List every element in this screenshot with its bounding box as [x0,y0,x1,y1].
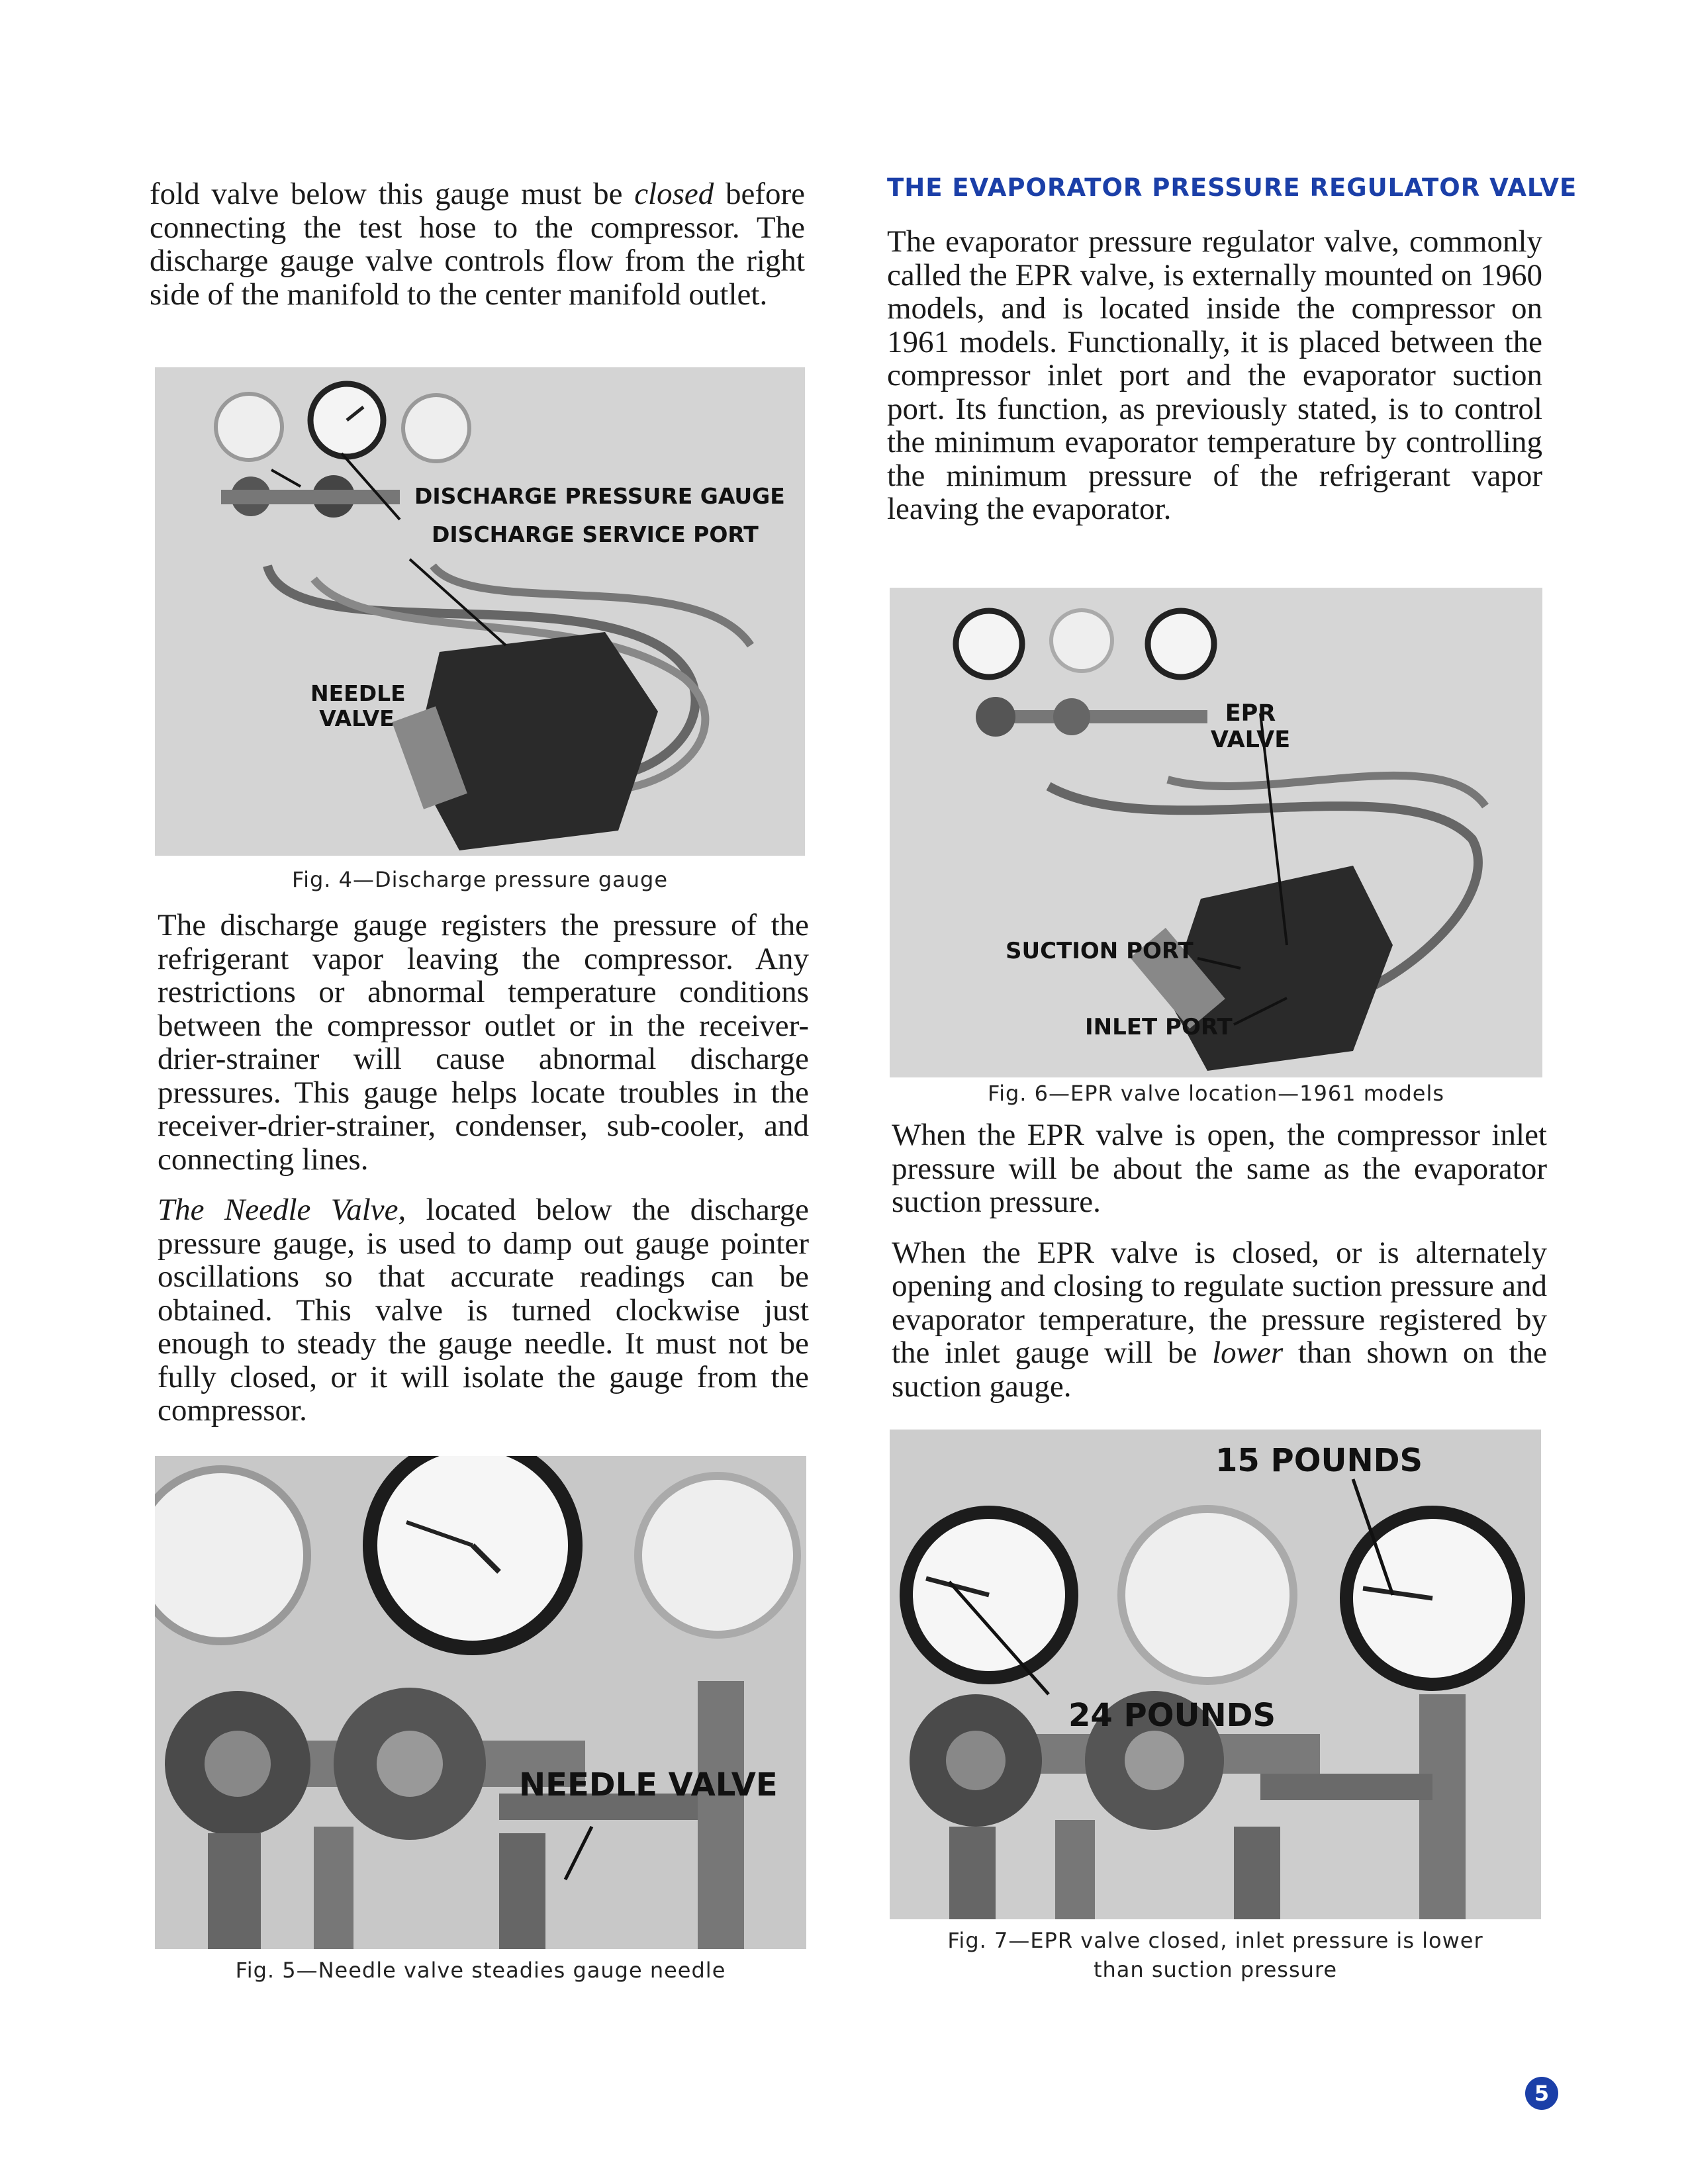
fig7-caption-line2: than suction pressure [1093,1957,1338,1982]
paragraph-manifold-valve: fold valve below this gauge must be closed before connecting the test hose to the compressor. The discharge gauge valve controls flow from the right side of the manifold to the center manifold outlet. [150,177,805,312]
right-column-top [887,225,1542,526]
paragraph-needle-valve: The Needle Valve, located below the discharge pressure gauge, is used to damp out gauge pointer oscillations so that accurate readings can be obtained. This valve is turned clockwise just enough to steady the gauge needle. It must not be fully closed, or it will isolate the gauge from the compressor. [158,1193,809,1428]
left-column-top [150,177,805,311]
paragraph-epr-intro: The evaporator pressure regulator valve, commonly called the EPR valve, is externally mounted on 1960 models, and is located inside the compressor on 1961 models. Functionally, it is placed between the compressor inlet port and the evaporator suction port. Its function, as previously stated, is to control the minimum evaporator temperature by controlling the minimum pressure of the refrigerant vapor leaving the evaporator. [887,224,1542,526]
fig6-photo [890,588,1542,1077]
paragraph-epr-open: When the EPR valve is open, the compressor inlet pressure will be about the same as the evaporator suction pressure. [892,1118,1547,1219]
fig7-label-15-pounds: 15 POUNDS [1215,1442,1423,1479]
fig6-label-suction-port: SUCTION PORT [1006,938,1194,964]
fig5-photo [155,1456,806,1949]
fig7-caption [890,1926,1541,1984]
fig5-caption: Fig. 5—Needle valve steadies gauge needle [235,1958,726,1983]
right-column-middle [892,1118,1547,1403]
fig5-label-needle-valve: NEEDLE VALVE [519,1766,778,1803]
fig4-label-needle-valve: NEEDLE VALVE [310,680,406,731]
left-column-middle [158,909,809,1428]
fig6-label-epr-valve: EPR VALVE [1210,700,1291,754]
page-number: 5 [1525,2077,1558,2110]
fig4-label-discharge-gauge: DISCHARGE PRESSURE GAUGE [414,483,785,509]
fig7-photo [890,1430,1541,1919]
fig7-label-24-pounds: 24 POUNDS [1068,1697,1276,1734]
fig4-caption: Fig. 4—Discharge pressure gauge [291,867,669,892]
fig4-photo [155,367,805,856]
fig6-caption: Fig. 6—EPR valve location—1961 models [987,1081,1445,1106]
section-heading: THE EVAPORATOR PRESSURE REGULATOR VALVE [887,173,1577,202]
paragraph-epr-closed: When the EPR valve is closed, or is alternately opening and closing to regulate suction pressure and evaporator temperature, the pressure registered by the inlet gauge will be lower than shown on the suction gauge. [892,1235,1547,1404]
fig6-label-inlet-port: INLET PORT [1085,1014,1233,1040]
fig4-label-service-port: DISCHARGE SERVICE PORT [432,522,759,547]
fig7-caption-line1: Fig. 7—EPR valve closed, inlet pressure is lower [947,1928,1483,1953]
paragraph-discharge-gauge: The discharge gauge registers the pressure of the refrigerant vapor leaving the compressor. Any restrictions or abnormal temperature conditions between the compressor outlet or in the receiver-drier-strainer will cause abnormal discharge pressures. This gauge helps locate troubles in the receiver-drier-strainer, condenser, sub-cooler, and connecting lines. [158,908,809,1177]
